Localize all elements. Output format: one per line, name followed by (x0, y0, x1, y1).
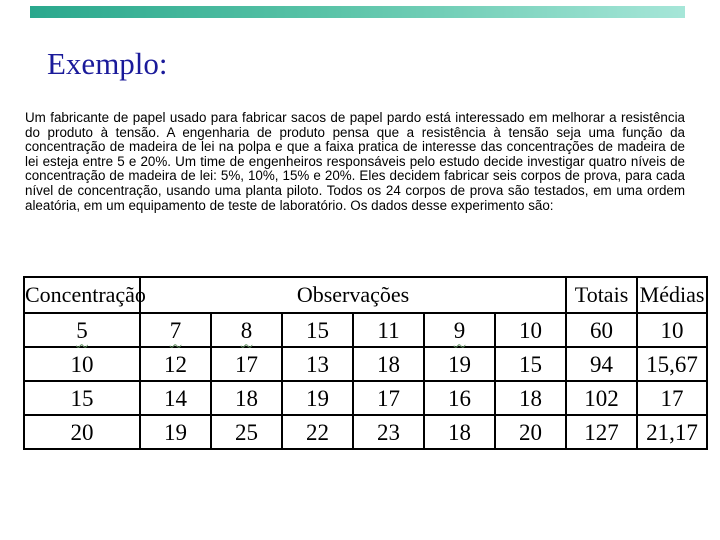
mean-cell: 15,67 (637, 347, 707, 381)
problem-description: Um fabricante de papel usado para fabricar sacos de papel pardo está interessado em melhorar a resistência do produto à tensão. A engenharia de produto pensa que a resistência à tensão seja uma função da concentração de madeira de lei na polpa e que a faixa pratica de interesse das concentrações de madeira de lei esteja entre 5 e 20%. Um time de engenheiros responsáveis pelo estudo decide investigar quatro níveis de concentração de madeira de lei: 5%, 10%, 15% e 20%. Eles decidem fabricar seis corpos de prova, para cada nível de concentração, usando uma planta piloto. Todos os 24 corpos de prova são testados, em uma ordem aleatória, em um equipamento de teste de laboratório. Os dados desse experimento são: (25, 110, 685, 213)
total-cell: 102 (566, 381, 637, 415)
header-medias: Médias (637, 277, 707, 313)
table-row (24, 313, 707, 347)
observation-cell: 11 (353, 313, 424, 347)
mean-cell: 21,17 (637, 415, 707, 449)
concentration-cell: 5 (24, 313, 140, 347)
observation-cell: 9 (424, 313, 495, 347)
observation-cell: 20 (495, 415, 566, 449)
observation-cell: 19 (424, 347, 495, 381)
mean-cell: 10 (637, 313, 707, 347)
header-concentracao: Concentração (24, 277, 140, 313)
observation-cell: 17 (353, 381, 424, 415)
observation-cell: 8 (211, 313, 282, 347)
table-header-row (24, 277, 707, 313)
table-row (24, 381, 707, 415)
concentration-cell: 10 (24, 347, 140, 381)
observation-cell: 17 (211, 347, 282, 381)
data-table (23, 276, 708, 450)
observation-cell: 18 (495, 381, 566, 415)
observation-cell: 10 (495, 313, 566, 347)
observation-cell: 12 (140, 347, 211, 381)
table-row (24, 415, 707, 449)
observation-cell: 18 (211, 381, 282, 415)
title-accent-bar (30, 6, 685, 18)
header-observacoes: Observações (140, 277, 566, 313)
observation-cell: 15 (282, 313, 353, 347)
observation-cell: 18 (424, 415, 495, 449)
observation-cell: 7 (140, 313, 211, 347)
observation-cell: 14 (140, 381, 211, 415)
table-row (24, 347, 707, 381)
observation-cell: 22 (282, 415, 353, 449)
observation-cell: 18 (353, 347, 424, 381)
total-cell: 94 (566, 347, 637, 381)
observation-cell: 16 (424, 381, 495, 415)
observation-cell: 23 (353, 415, 424, 449)
observation-cell: 25 (211, 415, 282, 449)
observation-cell: 15 (495, 347, 566, 381)
mean-cell: 17 (637, 381, 707, 415)
total-cell: 60 (566, 313, 637, 347)
observation-cell: 19 (140, 415, 211, 449)
concentration-cell: 20 (24, 415, 140, 449)
observation-cell: 13 (282, 347, 353, 381)
header-totais: Totais (566, 277, 637, 313)
slide-title: Exemplo: (47, 46, 168, 81)
concentration-cell: 15 (24, 381, 140, 415)
total-cell: 127 (566, 415, 637, 449)
observation-cell: 19 (282, 381, 353, 415)
